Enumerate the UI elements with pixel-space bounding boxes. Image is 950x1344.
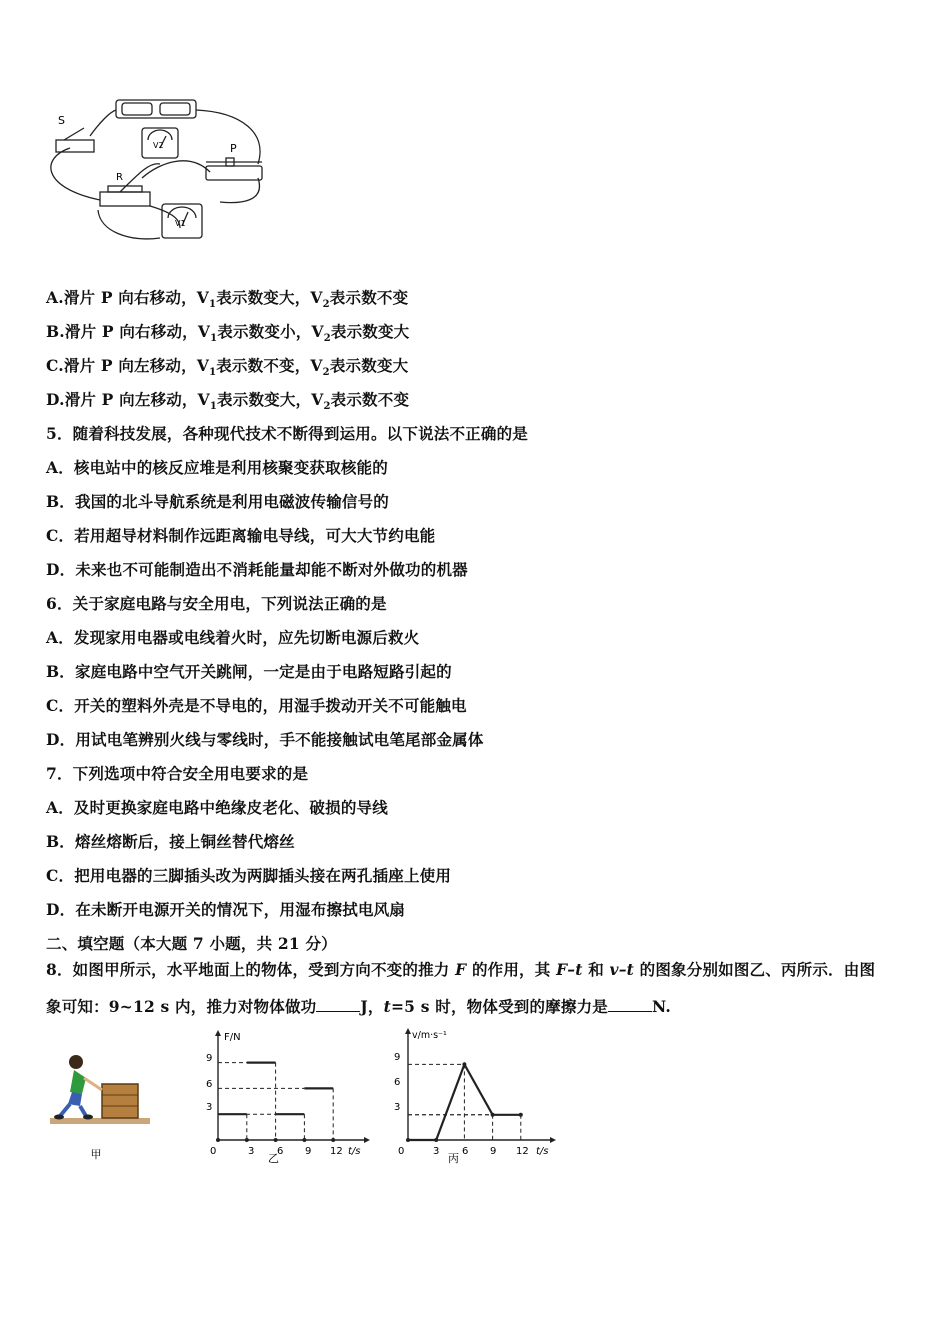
- y-tick-6: 6: [206, 1079, 213, 1090]
- q4-option-a: A.滑片 P 向右移动，$V_1$表示数变大，$V_2$表示数不变: [46, 288, 409, 311]
- q6-option-b: B．家庭电路中空气开关跳闸，一定是由于电路短路引起的: [46, 662, 452, 681]
- q6-stem: 6．关于家庭电路与安全用电，下列说法正确的是: [46, 594, 387, 613]
- figure-jia: [46, 1048, 156, 1168]
- q6-option-a: A．发现家用电器或电线着火时，应先切断电源后救火: [46, 628, 420, 647]
- q8-line-2: 象可知：9~12 s 内，推力对物体做功 J，t=5 s 时，物体受到的摩擦力是 N.: [46, 997, 671, 1016]
- q7-option-c: C．把用电器的三脚插头改为两脚插头接在两孔插座上使用: [46, 866, 452, 885]
- x-tick-3: 3: [433, 1146, 440, 1157]
- label-s: S: [58, 114, 65, 127]
- q7-option-d: D．在未断开电源开关的情况下，用湿布擦拭电风扇: [46, 900, 406, 919]
- meter-v1-label: V1: [175, 219, 186, 228]
- label-p: P: [230, 142, 237, 155]
- ground-icon: [50, 1118, 150, 1124]
- figure-bing: [386, 1024, 566, 1166]
- q4-option-b: B.滑片 P 向右移动，$V_1$表示数变小，$V_2$表示数变大: [46, 322, 410, 345]
- vt-point-0: [406, 1138, 410, 1142]
- q6-option-d: D．用试电笔辨别火线与零线时，手不能接触试电笔尾部金属体: [46, 730, 484, 749]
- ft-tick-dot-end: [331, 1138, 335, 1142]
- x-axis-label: t/s: [536, 1146, 549, 1157]
- y-tick-3: 3: [206, 1102, 213, 1113]
- q5-stem: 5．随着科技发展，各种现代技术不断得到运用。以下说法不正确的是: [46, 424, 528, 443]
- y-tick-3: 3: [394, 1102, 401, 1113]
- figure-yi: [196, 1026, 376, 1166]
- q7-option-a: A．及时更换家庭电路中绝缘皮老化、破损的导线: [46, 798, 388, 817]
- vt-point-1: [434, 1138, 438, 1142]
- x-axis-label: t/s: [348, 1146, 361, 1157]
- circuit-figure: [40, 92, 280, 252]
- ft-tick-dot-1: [245, 1138, 249, 1142]
- x-tick-3: 3: [248, 1146, 255, 1157]
- x-tick-9: 9: [305, 1146, 312, 1157]
- answer-blank-1[interactable]: [316, 997, 360, 1012]
- vt-point-2: [462, 1062, 466, 1066]
- answer-blank-2[interactable]: [608, 997, 652, 1012]
- x-tick-6: 6: [277, 1146, 284, 1157]
- q5-option-c: C．若用超导材料制作远距离输电导线，可大大节约电能: [46, 526, 436, 545]
- q6-option-c: C．开关的塑料外壳是不导电的，用湿手拨动开关不可能触电: [46, 696, 467, 715]
- label-r: R: [116, 172, 123, 183]
- ft-tick-dot-0: [216, 1138, 220, 1142]
- q5-option-b: B．我国的北斗导航系统是利用电磁波传输信号的: [46, 492, 390, 511]
- x-tick-12: 12: [330, 1146, 343, 1157]
- box-icon: [102, 1084, 138, 1118]
- ft-tick-dot-2: [274, 1138, 278, 1142]
- y-tick-9: 9: [394, 1052, 401, 1063]
- person-icon: [54, 1055, 102, 1120]
- meter-v2-label: V2: [153, 141, 164, 150]
- label-bing: 丙: [448, 1152, 459, 1165]
- y-tick-9: 9: [206, 1053, 213, 1064]
- section-2-heading: 二、填空题（本大题 7 小题，共 21 分）: [46, 934, 337, 953]
- q7-option-b: B．熔丝熔断后，接上铜丝替代熔丝: [46, 832, 295, 851]
- q5-option-a: A．核电站中的核反应堆是利用核聚变获取核能的: [46, 458, 388, 477]
- ft-tick-dot-3: [302, 1138, 306, 1142]
- y-tick-6: 6: [394, 1077, 401, 1088]
- label-yi: 乙: [268, 1152, 279, 1165]
- q7-stem: 7．下列选项中符合安全用电要求的是: [46, 764, 309, 783]
- vt-point-4: [519, 1113, 523, 1117]
- label-jia: 甲: [90, 1148, 102, 1161]
- x-tick-12: 12: [516, 1146, 529, 1157]
- y-axis-label: F/N: [224, 1032, 241, 1043]
- y-axis-label: v/m·s⁻¹: [412, 1030, 447, 1041]
- origin-label: 0: [398, 1146, 405, 1157]
- q8-line-1: 8．如图甲所示，水平地面上的物体，受到方向不变的推力 F 的作用，其 F–t 和 v–t 的图象分别如图乙、丙所示．由图: [46, 960, 876, 979]
- x-tick-6: 6: [462, 1146, 469, 1157]
- origin-label: 0: [210, 1146, 217, 1157]
- q4-option-d: D.滑片 P 向左移动，$V_1$表示数变大，$V_2$表示数不变: [46, 390, 410, 413]
- x-tick-9: 9: [490, 1146, 497, 1157]
- q5-option-d: D．未来也不可能制造出不消耗能量却能不断对外做功的机器: [46, 560, 468, 579]
- q4-option-c: C.滑片 P 向左移动，$V_1$表示数不变，$V_2$表示数变大: [46, 356, 409, 379]
